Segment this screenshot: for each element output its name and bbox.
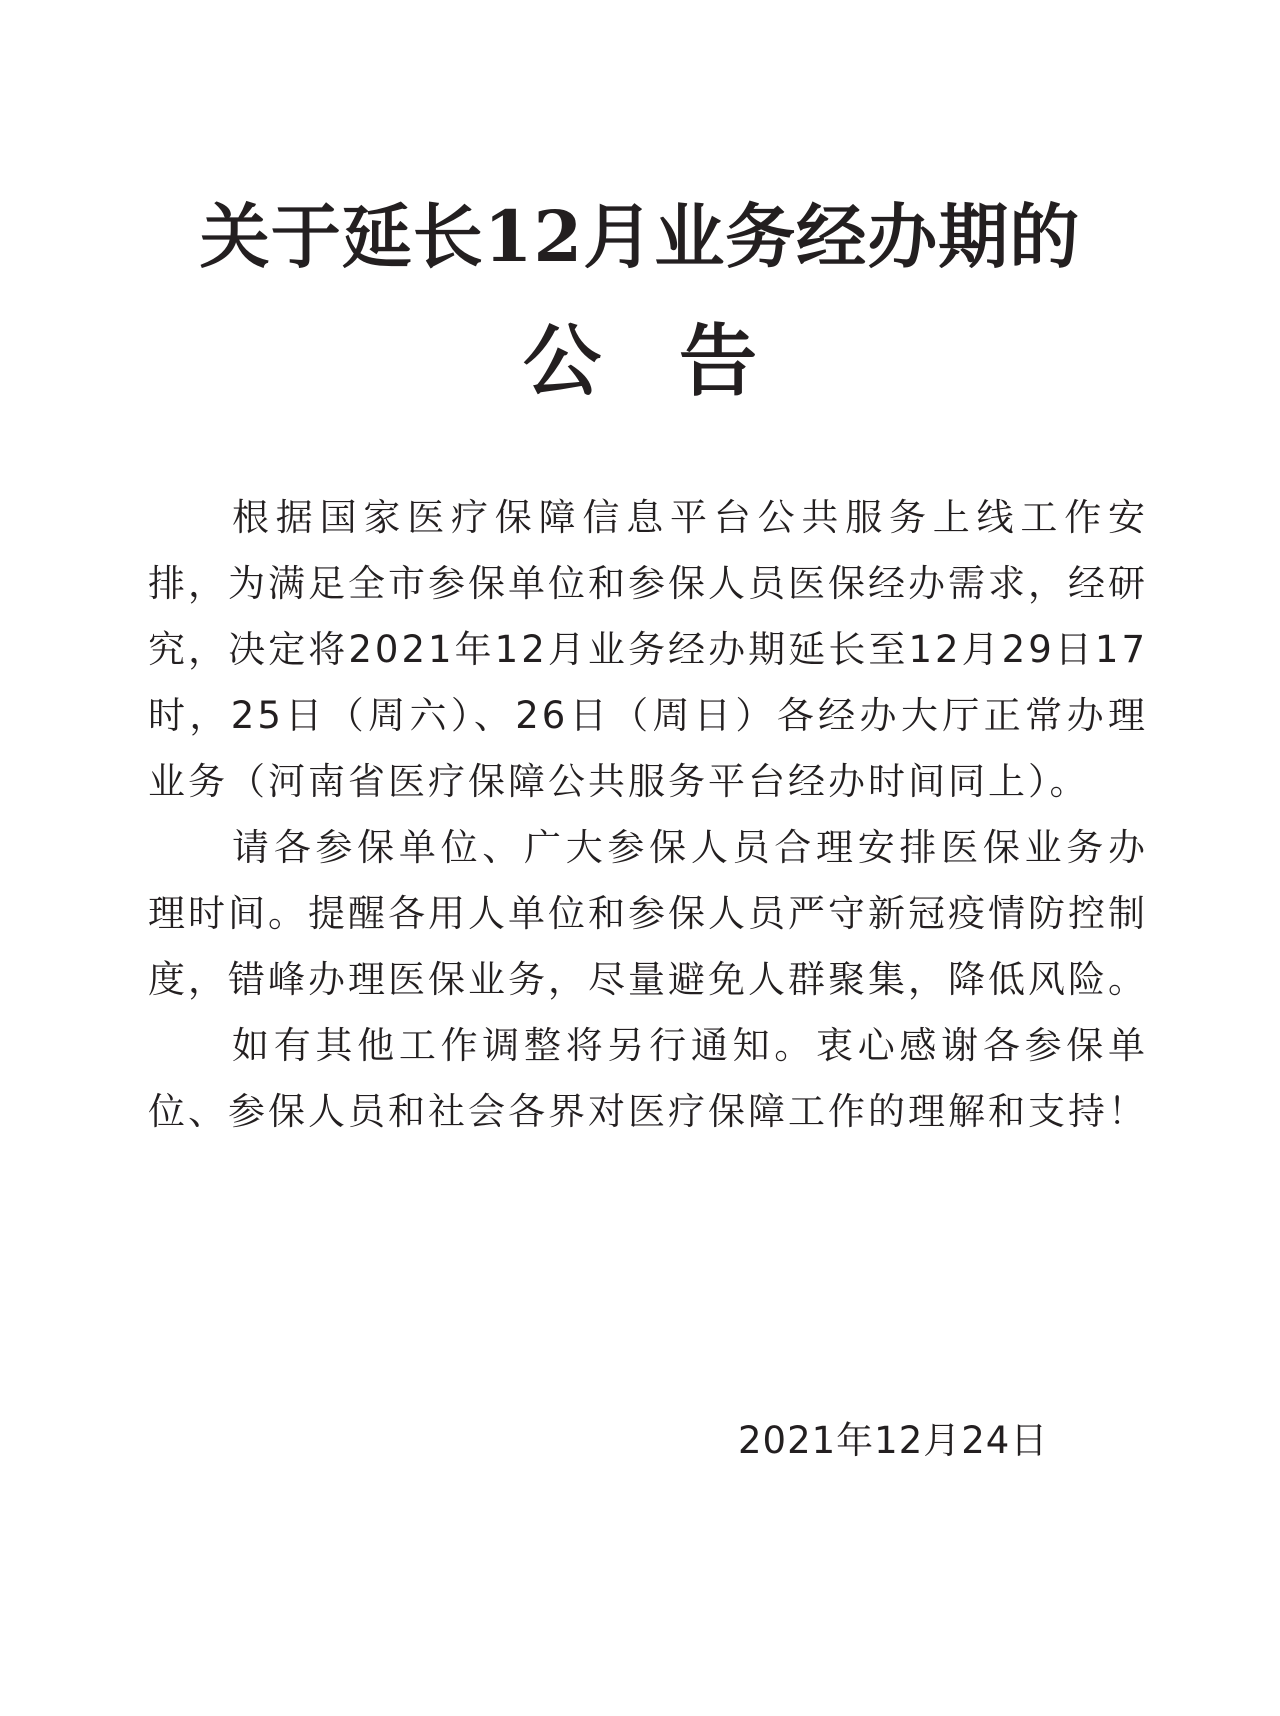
notice-body — [148, 485, 1148, 1145]
paragraph-reminder: 请各参保单位、广大参保人员合理安排医保业务办理时间。提醒各用人单位和参保人员严守新冠疫情防控制度，错峰办理医保业务，尽量避免人群聚集，降低风险。 — [148, 826, 1148, 1001]
paragraph-arrangement: 根据国家医疗保障信息平台公共服务上线工作安排，为满足全市参保单位和参保人员医保经办需求，经研究，决定将2021年12月业务经办期延长至12月29日17时，25日（周六）、26日（周日）各经办大厅正常办理业务（河南省医疗保障公共服务平台经办时间同上）。 — [148, 496, 1148, 803]
notice-title: 关于延长12月业务经办期的 — [199, 195, 1081, 278]
notice-heading: 公 告 — [522, 316, 757, 407]
paragraph-thanks: 如有其他工作调整将另行通知。衷心感谢各参保单位、参保人员和社会各界对医疗保障工作的理解和支持！ — [148, 1024, 1148, 1133]
notice-date: 2021年12月24日 — [738, 1419, 1049, 1462]
